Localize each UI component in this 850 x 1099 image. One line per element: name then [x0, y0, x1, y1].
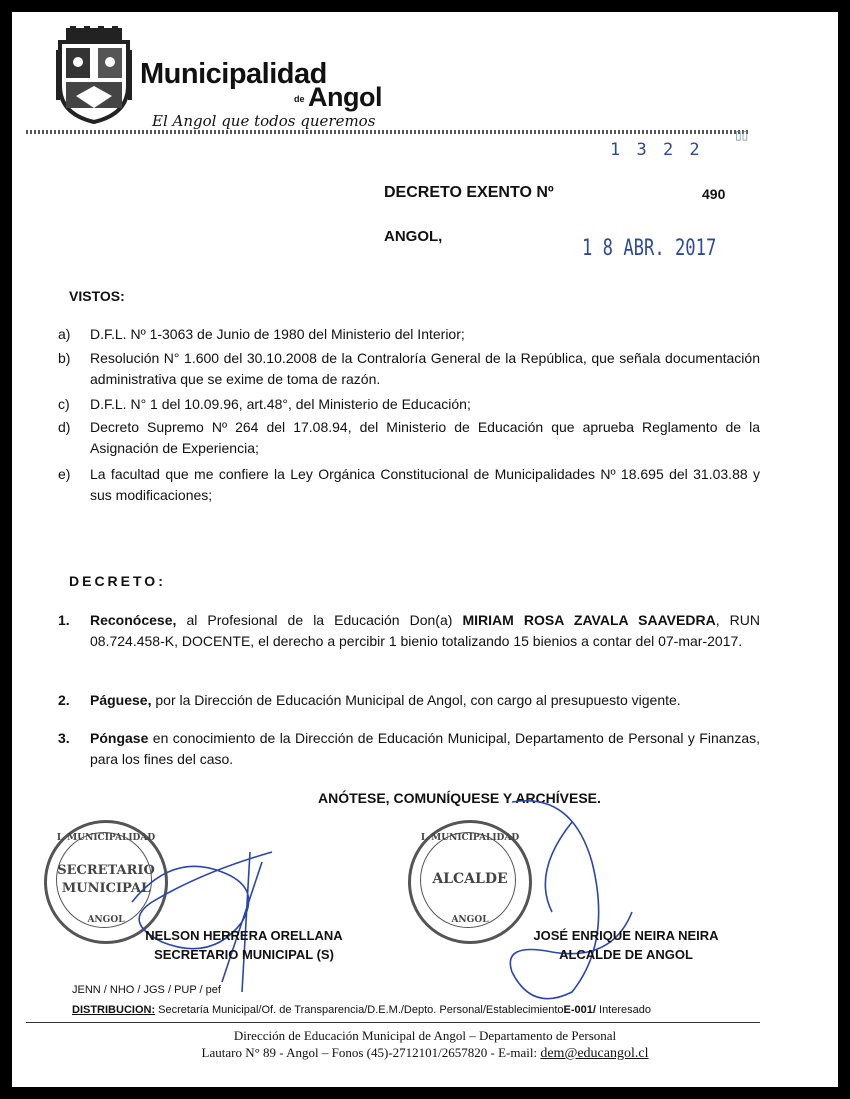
header-divider — [26, 130, 750, 134]
decreto-item-label: 2. — [58, 692, 70, 708]
date-stamp: 1 8 ABR. 2017 — [582, 236, 717, 261]
footer-divider — [26, 1022, 760, 1023]
vistos-item-label: e) — [58, 466, 71, 482]
handwritten-signatures — [12, 792, 838, 1012]
decreto-item-lead: Páguese, — [90, 692, 152, 708]
initials-line: JENN / NHO / JGS / PUP / pef — [72, 984, 221, 996]
brand-name: Municipalidad — [140, 58, 327, 90]
seal-mid-text-2: MUNICIPAL — [61, 881, 151, 896]
decreto-item-label: 1. — [58, 612, 70, 628]
received-number-stamp: 1 3 2 2 — [610, 140, 703, 160]
distribution-label: DISTRIBUCION: — [72, 1004, 156, 1016]
signer-name: JOSÉ ENRIQUE NEIRA NEIRA — [533, 928, 719, 943]
decreto-item-text — [90, 610, 760, 652]
decreto-item-text — [90, 728, 760, 770]
vistos-item-label: a) — [58, 326, 71, 342]
decree-number: 490 — [702, 186, 726, 202]
seal-bottom-text: ANGOL — [451, 915, 489, 925]
seal-mid-text: SECRETARIO — [57, 863, 155, 878]
seal-mid-text: ALCALDE — [432, 871, 508, 887]
decreto-item-body-tail: , RUN 08.724.458-K, DOCENTE, el derecho a percibir 1 bienio totalizando 15 bienios a contar del 07-mar-2017. — [90, 612, 760, 649]
vistos-item-label: b) — [58, 350, 71, 366]
vistos-item-label: d) — [58, 419, 71, 435]
stamp-mark-icon: ▯▯ — [735, 128, 749, 142]
footer-contact: Lautaro N° 89 - Angol – Fonos (45)-2712101/2657820 - E-mail: — [201, 1045, 541, 1060]
closing-formula: ANÓTESE, COMUNÍQUESE Y ARCHÍVESE. — [318, 790, 601, 806]
vistos-heading: VISTOS: — [69, 288, 125, 304]
decreto-item-body: al Profesional de la Educación Don(a) — [176, 612, 463, 628]
decreto-heading: DECRETO: — [69, 573, 166, 589]
footer-address-line2 — [12, 1045, 838, 1062]
decreto-item-lead: Póngase — [90, 730, 149, 746]
distribution-line — [72, 1004, 651, 1016]
seal-top-text: I. MUNICIPALIDAD — [56, 833, 156, 843]
decreto-item-label: 3. — [58, 730, 70, 746]
footer-address-line1: Dirección de Educación Municipal de Angol – Departamento de Personal — [233, 1028, 617, 1043]
decreto-item-lead: Reconócese, — [90, 612, 177, 628]
distribution-code: E-001/ — [563, 1004, 596, 1016]
vistos-item-text: Resolución N° 1.600 del 30.10.2008 de la Contraloría General de la República, que señala documentación administrativa que se exime de toma de razón. — [90, 350, 760, 387]
document-page — [12, 12, 838, 1087]
decree-city: ANGOL, — [384, 228, 443, 245]
vistos-item-text: D.F.L. Nº 1-3063 de Junio de 1980 del Ministerio del Interior; — [90, 326, 465, 342]
vistos-item-text: Decreto Supremo Nº 264 del 17.08.94, del Ministerio de Educación que aprueba Reglamento de la Asignación de Experiencia; — [90, 419, 760, 456]
signer-title: SECRETARIO MUNICIPAL (S) — [154, 947, 334, 962]
coat-of-arms-logo — [56, 26, 132, 124]
distribution-tail: Interesado — [595, 1004, 651, 1016]
brand-preposition: de — [294, 94, 305, 104]
seal-top-text: I. MUNICIPALIDAD — [420, 833, 520, 843]
secretary-signature-block — [124, 926, 364, 964]
secretary-signature — [132, 852, 272, 992]
signer-title: ALCALDE DE ANGOL — [559, 947, 693, 962]
distribution-text: Secretaría Municipal/Of. de Transparencia/D.E.M./Depto. Personal/Establecimiento — [155, 1004, 564, 1016]
vistos-item-text: La facultad que me confiere la Ley Orgánica Constitucional de Municipalidades Nº 18.695 del 31.03.88 y sus modificaciones; — [90, 466, 760, 503]
decreto-item-body: por la Dirección de Educación Municipal de Angol, con cargo al presupuesto vigente. — [151, 692, 681, 708]
mayor-signature-block — [506, 926, 746, 964]
brand-city: Angol — [308, 82, 382, 112]
decree-title: DECRETO EXENTO Nº — [384, 184, 554, 201]
decreto-item-body: en conocimiento de la Dirección de Educación Municipal, Departamento de Personal y Finanzas, para los fines del caso. — [90, 730, 760, 767]
footer-email-link[interactable]: dem@educangol.cl — [540, 1046, 649, 1061]
signer-name: NELSON HERRERA ORELLANA — [145, 928, 343, 943]
decreto-item-text — [90, 690, 760, 711]
beneficiary-name: MIRIAM ROSA ZAVALA SAAVEDRA — [462, 612, 716, 628]
seal-bottom-text: ANGOL — [87, 915, 125, 925]
vistos-item-text: D.F.L. N° 1 del 10.09.96, art.48°, del Ministerio de Educación; — [90, 396, 471, 412]
brand-slogan: El Angol que todos queremos — [152, 112, 376, 130]
mayor-signature — [510, 801, 632, 999]
vistos-item-label: c) — [58, 396, 70, 412]
